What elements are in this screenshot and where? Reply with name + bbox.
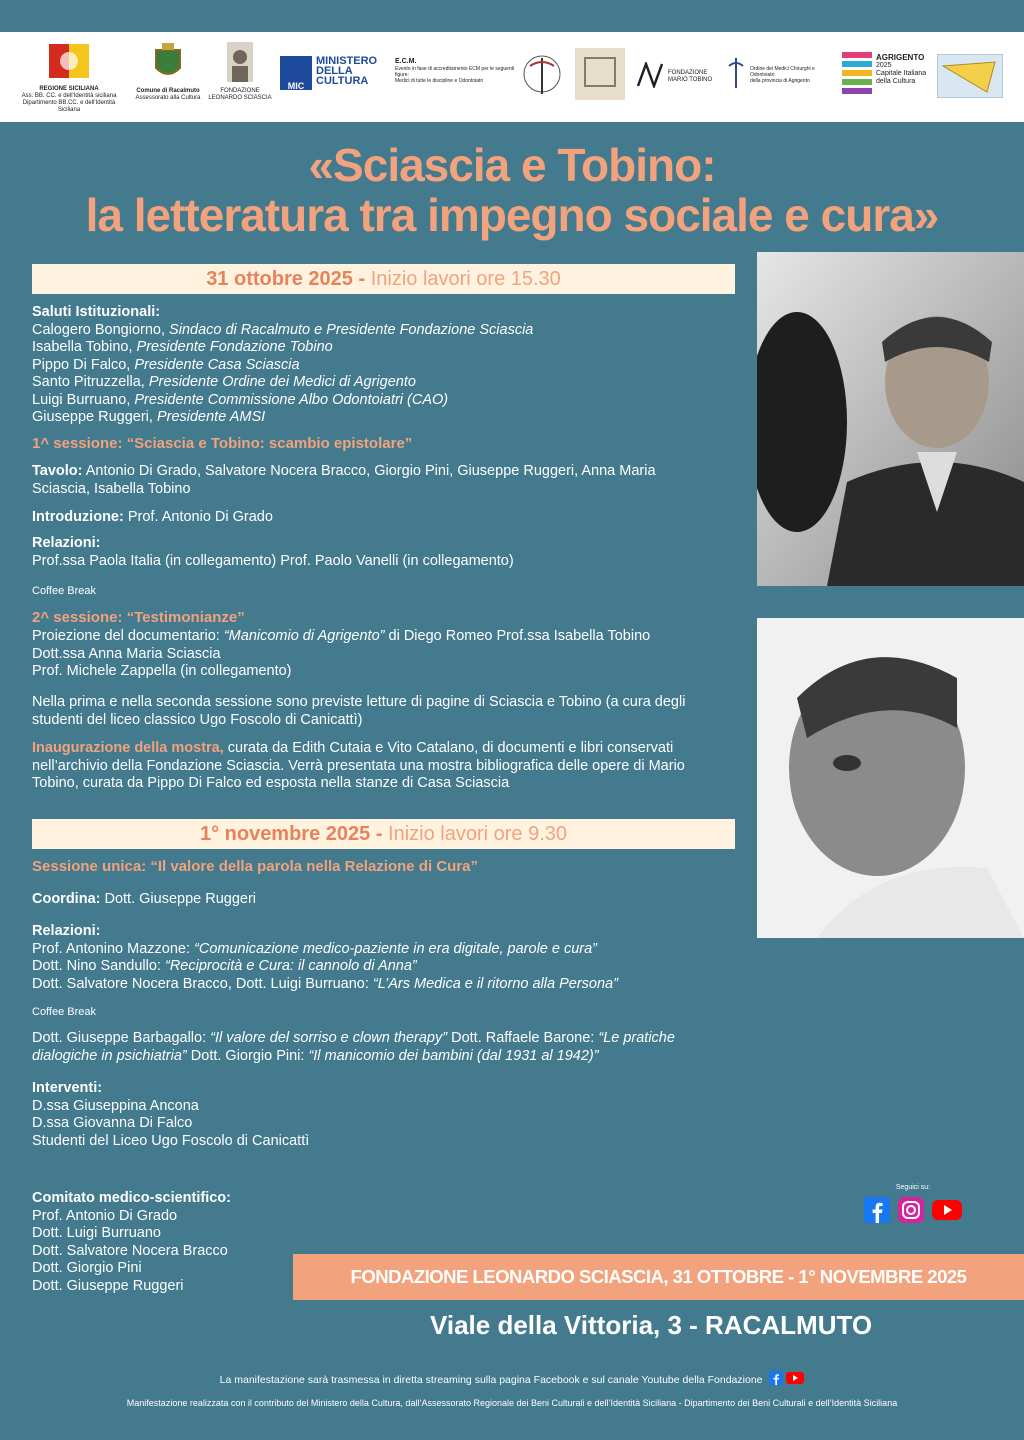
mostra-block (32, 740, 732, 793)
proiezione-post: di Diego Romeo Prof.ssa Isabella Tobino (384, 628, 651, 644)
interventi-label: Interventi: (32, 1080, 103, 1096)
letture-line2: studenti del liceo classico Ugo Foscolo di Canicattì) (32, 711, 363, 728)
coffee-break-2: Coffee Break (32, 1006, 97, 1018)
pini-name: Dott. Giorgio Pini: (186, 1047, 309, 1064)
barone-title-part1: “Le pratiche (598, 1030, 675, 1046)
instagram-icon[interactable] (898, 1197, 924, 1223)
saluti-label: Saluti Istituzionali: (32, 304, 161, 320)
coordina-label: Coordina: (32, 891, 101, 907)
social-label: Seguici su: (895, 1184, 931, 1191)
coordina-text: Dott. Giuseppe Ruggeri (100, 891, 257, 907)
streaming-note (0, 1371, 1024, 1386)
tobino-portrait-icon (757, 252, 1024, 586)
ordine-line1: Ordine dei Medici Chirurghi e Odontoiatri (750, 66, 815, 78)
testimonianza-3: Prof. Michele Zappella (in collegamento) (32, 663, 292, 679)
mic-badge: MIC (280, 56, 312, 90)
tavolo-line1: Antonio Di Grado, Salvatore Nocera Bracco, Giorgio Pini, Giuseppe Ruggeri, Anna Maria (82, 463, 656, 479)
saluto-row (32, 392, 732, 410)
tavolo-block (32, 463, 732, 498)
barone-name: Dott. Raffaele Barone: (447, 1030, 599, 1046)
fondazione-sciascia-logo (208, 42, 272, 102)
proiezione-title: “Manicomio di Agrigento” (223, 628, 385, 644)
agrigento-line1: AGRIGENTO (876, 53, 925, 62)
tobino-mark-icon (636, 62, 666, 88)
session2-title: 2^ sessione: “Testimonianze” (32, 609, 245, 626)
letture-line1: Nella prima e nella seconda sessione sono previste letture di pagine di Sciascia e Tobino (a cura degli (32, 694, 686, 710)
relazioni1-label: Relazioni: (32, 535, 101, 551)
saluto-role: Sindaco di Racalmuto e Presidente Fondazione Sciascia (169, 321, 534, 338)
saluto-role: Presidente Casa Sciascia (134, 356, 300, 373)
agrigento-line2: 2025 (876, 62, 892, 69)
saluto-name: Isabella Tobino, (32, 339, 137, 355)
saluto-row (32, 322, 732, 340)
top-strip (0, 0, 1024, 32)
tobino-photo (757, 252, 1024, 586)
saluto-name: Luigi Burruano, (32, 391, 135, 408)
mostra-line3: Tobino, curata da Pippo Di Falco ed esposta nella stanze di Casa Sciascia (32, 775, 510, 791)
day2-header (32, 819, 735, 849)
title-line2: la letteratura tra impegno sociale e cura» (85, 189, 939, 241)
saluto-row (32, 374, 732, 392)
regione-siciliana-emblem-icon (47, 42, 91, 80)
intervento-item: Studenti del Liceo Ugo Foscolo di Canicattì (32, 1132, 310, 1149)
session1-title: 1^ sessione: “Sciascia e Tobino: scambio epistolare” (32, 435, 413, 452)
facebook-small-icon[interactable] (769, 1371, 783, 1385)
comitato-member: Dott. Salvatore Nocera Bracco (32, 1242, 228, 1259)
relazione-speaker: Dott. Nino Sandullo: (32, 958, 165, 974)
saluti-block (32, 304, 732, 427)
amsi-caduceus-icon (522, 50, 562, 102)
comune-line2: Assessorato alla Cultura (135, 95, 201, 101)
coordina-block (32, 891, 256, 909)
relazione-row (32, 941, 732, 959)
agrigento-line3: Capitale Italiana (876, 70, 927, 77)
relazioni2-label: Relazioni: (32, 923, 101, 939)
mostra-line2: nell’archivio della Fondazione Sciascia. Verrà presentata una mostra bibliografica delle opere di Mario (32, 757, 685, 774)
comitato-block (32, 1190, 292, 1295)
title-line1: «Sciascia e Tobino: (308, 139, 716, 191)
relazione-title: “Comunicazione medico-paziente in era digitale, parole e cura” (194, 940, 598, 957)
sicily-map-icon (937, 54, 1003, 98)
regione-line1: REGIONE SICILIANA (39, 86, 99, 92)
comune-racalmuto-logo (128, 42, 208, 102)
relazione-row (32, 958, 732, 976)
ecm-line1: Evento in fase di accreditamento ECM per le seguenti figure: (395, 66, 515, 78)
agrigento-line4: della Cultura (876, 78, 916, 85)
fondazione-tobino-line1: FONDAZIONE (668, 70, 708, 76)
intervento-item: D.ssa Giuseppina Ancona (32, 1097, 199, 1114)
fondazione-tobino-line2: MARIO TOBINO (668, 77, 713, 83)
tavolo-line2: Sciascia, Isabella Tobino (32, 480, 191, 497)
regione-line2: Ass. BB. CC. e dell'Identità siciliana (21, 93, 117, 99)
venue-address: Viale della Vittoria, 3 - RACALMUTO (430, 1310, 873, 1340)
streaming-text: La manifestazione sarà trasmessa in diretta streaming sulla pagina Facebook e sul canale Youtube della Fondazione (219, 1374, 763, 1386)
event-title (0, 140, 1024, 240)
regione-line3: Dipartimento BB.CC. e dell'Identità Siciliana (22, 100, 116, 113)
comune-crest-icon (153, 42, 183, 82)
saluto-name: Santo Pitruzzella, (32, 374, 149, 390)
sciascia-photo (757, 618, 1024, 938)
saluto-role: Presidente AMSI (156, 409, 266, 425)
fondazione-sciascia-line2: LEONARDO SCIASCIA (208, 95, 272, 101)
day1-start: Inizio lavori ore 15.30 (365, 268, 561, 290)
ministero-line1: MINISTERO (316, 55, 378, 67)
letture-block (32, 694, 732, 729)
pini-title: “Il manicomio dei bambini (dal 1931 al 1942)” (308, 1047, 599, 1064)
day1-header (32, 264, 735, 294)
day2-date: 1° novembre 2025 - (199, 823, 383, 845)
comitato-member: Dott. Giorgio Pini (32, 1260, 142, 1276)
fondazione-sciascia-line1: FONDAZIONE (220, 88, 260, 94)
proiezione-pre: Proiezione del documentario: (32, 628, 224, 644)
ordine-caduceus-icon (726, 56, 746, 90)
relazione-title: “Reciprocità e Cura: il cannolo di Anna” (165, 958, 417, 974)
mostra-label: Inaugurazione della mostra, (32, 740, 224, 756)
interventi-block (32, 1080, 732, 1150)
comitato-member: Dott. Luigi Burruano (32, 1225, 161, 1241)
saluto-role: Presidente Ordine dei Medici di Agrigento (148, 374, 416, 390)
relazione-speaker: Prof. Antonino Mazzone: (32, 940, 195, 957)
saluto-name: Calogero Bongiorno, (32, 321, 170, 338)
ecm-line2: Medici di tutte le discipline e Odontoiatri (395, 78, 484, 84)
ecm-logo (395, 58, 515, 84)
saluto-row (32, 339, 732, 357)
after-coffee-block (32, 1030, 732, 1065)
saluto-row (32, 409, 732, 427)
saluto-name: Pippo Di Falco, (32, 356, 135, 373)
intro-block (32, 509, 273, 527)
relazione-title: “L’Ars Medica e il ritorno alla Persona” (372, 975, 618, 992)
social-links (858, 1184, 968, 1223)
relazioni2-block (32, 923, 732, 993)
youtube-icon[interactable] (932, 1197, 962, 1223)
comitato-label: Comitato medico-scientifico: (32, 1190, 231, 1206)
relazioni1-text: Prof.ssa Paola Italia (in collegamento) Prof. Paolo Vanelli (in collegamento) (32, 552, 514, 569)
regione-siciliana-logo (14, 42, 124, 114)
saluto-row (32, 357, 732, 375)
intro-label: Introduzione: (32, 509, 124, 525)
relazione-speaker: Dott. Salvatore Nocera Bracco, Dott. Luigi Burruano: (32, 975, 373, 992)
saluto-name: Giuseppe Ruggeri, (32, 409, 157, 425)
mostra-line1: curata da Edith Cutaia e Vito Catalano, di documenti e libri conservati (223, 740, 674, 756)
testimonianza-2: Dott.ssa Anna Maria Sciascia (32, 645, 221, 662)
ministero-line2: DELLA (316, 65, 353, 77)
casa-sciascia-logo-icon (575, 48, 625, 100)
comitato-member: Prof. Antonio Di Grado (32, 1207, 178, 1224)
youtube-small-icon[interactable] (786, 1371, 804, 1385)
sciascia-portrait-icon (757, 618, 1024, 938)
day2-start: Inizio lavori ore 9.30 (382, 823, 568, 845)
testimonianze-block (32, 628, 732, 681)
ministero-line3: CULTURA (316, 75, 369, 87)
ecm-title: E.C.M. (395, 58, 417, 65)
logo-bar (0, 32, 1024, 122)
saluto-role: Presidente Commissione Albo Odontoiatri (CAO) (134, 391, 449, 408)
day1-date: 31 ottobre 2025 - (206, 268, 366, 290)
agrigento-stripes-icon (842, 52, 872, 96)
relazione-row (32, 976, 732, 994)
relazioni1-block (32, 535, 732, 570)
coffee-break-1: Coffee Break (32, 585, 97, 597)
barbagallo-title: “Il valore del sorriso e clown therapy” (210, 1030, 448, 1046)
comitato-member: Dott. Giuseppe Ruggeri (32, 1277, 184, 1294)
intervento-item: D.ssa Giovanna Di Falco (32, 1115, 193, 1131)
session-unica-title: Sessione unica: “Il valore della parola nella Relazione di Cura” (32, 858, 478, 875)
saluto-role: Presidente Fondazione Tobino (136, 339, 333, 355)
facebook-icon[interactable] (864, 1197, 890, 1223)
barone-title-part2: dialogiche in psichiatria” (32, 1047, 187, 1064)
comune-line1: Comune di Racalmuto (136, 88, 200, 94)
sciascia-portrait-icon (227, 42, 253, 82)
barbagallo-name: Dott. Giuseppe Barbagallo: (32, 1030, 211, 1046)
intro-text: Prof. Antonio Di Grado (123, 509, 273, 525)
credits-note: Manifestazione realizzata con il contributo del Ministero della Cultura, dall’Assessorato Regionale dei Beni Culturali e dell’Identità Siciliana - Dipartimento dei Beni Culturali e dell’Identità Siciliana (126, 1398, 898, 1408)
venue-banner: FONDAZIONE LEONARDO SCIASCIA, 31 OTTOBRE - 1° NOVEMBRE 2025 (293, 1254, 1024, 1300)
ordine-line2: della provincia di Agrigento (750, 78, 810, 84)
tavolo-label: Tavolo: (32, 463, 83, 479)
